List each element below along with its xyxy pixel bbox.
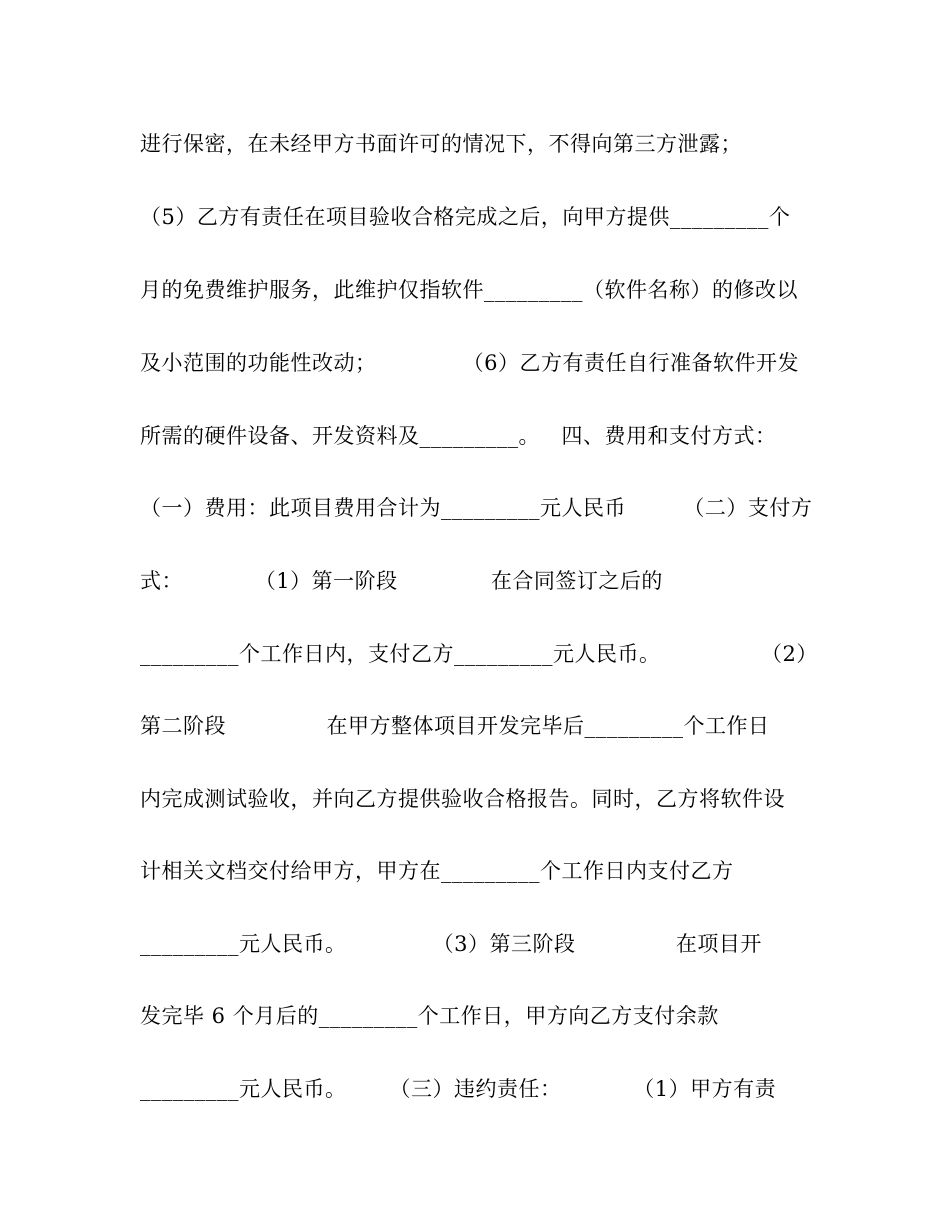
text-line: 进行保密，在未经甲方书面许可的情况下，不得向第三方泄露； [140,132,742,156]
text-line: 内完成测试验收，并向乙方提供验收合格报告。同时，乙方将软件设 [140,787,785,811]
text-line: _________元人民币。 （三）违约责任： （1）甲方有责 [140,1077,777,1101]
text-line: 发完毕 6 个月后的_________个工作日，甲方向乙方支付余款 [140,1004,719,1028]
text-line: 月的免费维护服务，此维护仅指软件_________（软件名称）的修改以 [140,278,798,302]
text-line: 式： （1）第一阶段 在合同签订之后的 [140,569,663,593]
text-line: _________个工作日内，支付乙方_________元人民币。 （2） [140,642,818,666]
text-line: （一）费用：此项目费用合计为_________元人民币 （二）支付方 [140,496,813,520]
text-line: _________元人民币。 （3）第三阶段 在项目开 [140,932,762,956]
text-line: （5）乙方有责任在项目验收合格完成之后，向甲方提供_________个 [140,205,791,229]
text-line: 第二阶段 在甲方整体项目开发完毕后_________个工作日 [140,714,770,738]
text-line: 所需的硬件设备、开发资料及_________。 四、费用和支付方式： [140,424,777,448]
text-line: 及小范围的功能性改动； （6）乙方有责任自行准备软件开发 [140,351,799,375]
text-line: 计相关文档交付给甲方，甲方在_________个工作日内支付乙方 [140,859,734,883]
